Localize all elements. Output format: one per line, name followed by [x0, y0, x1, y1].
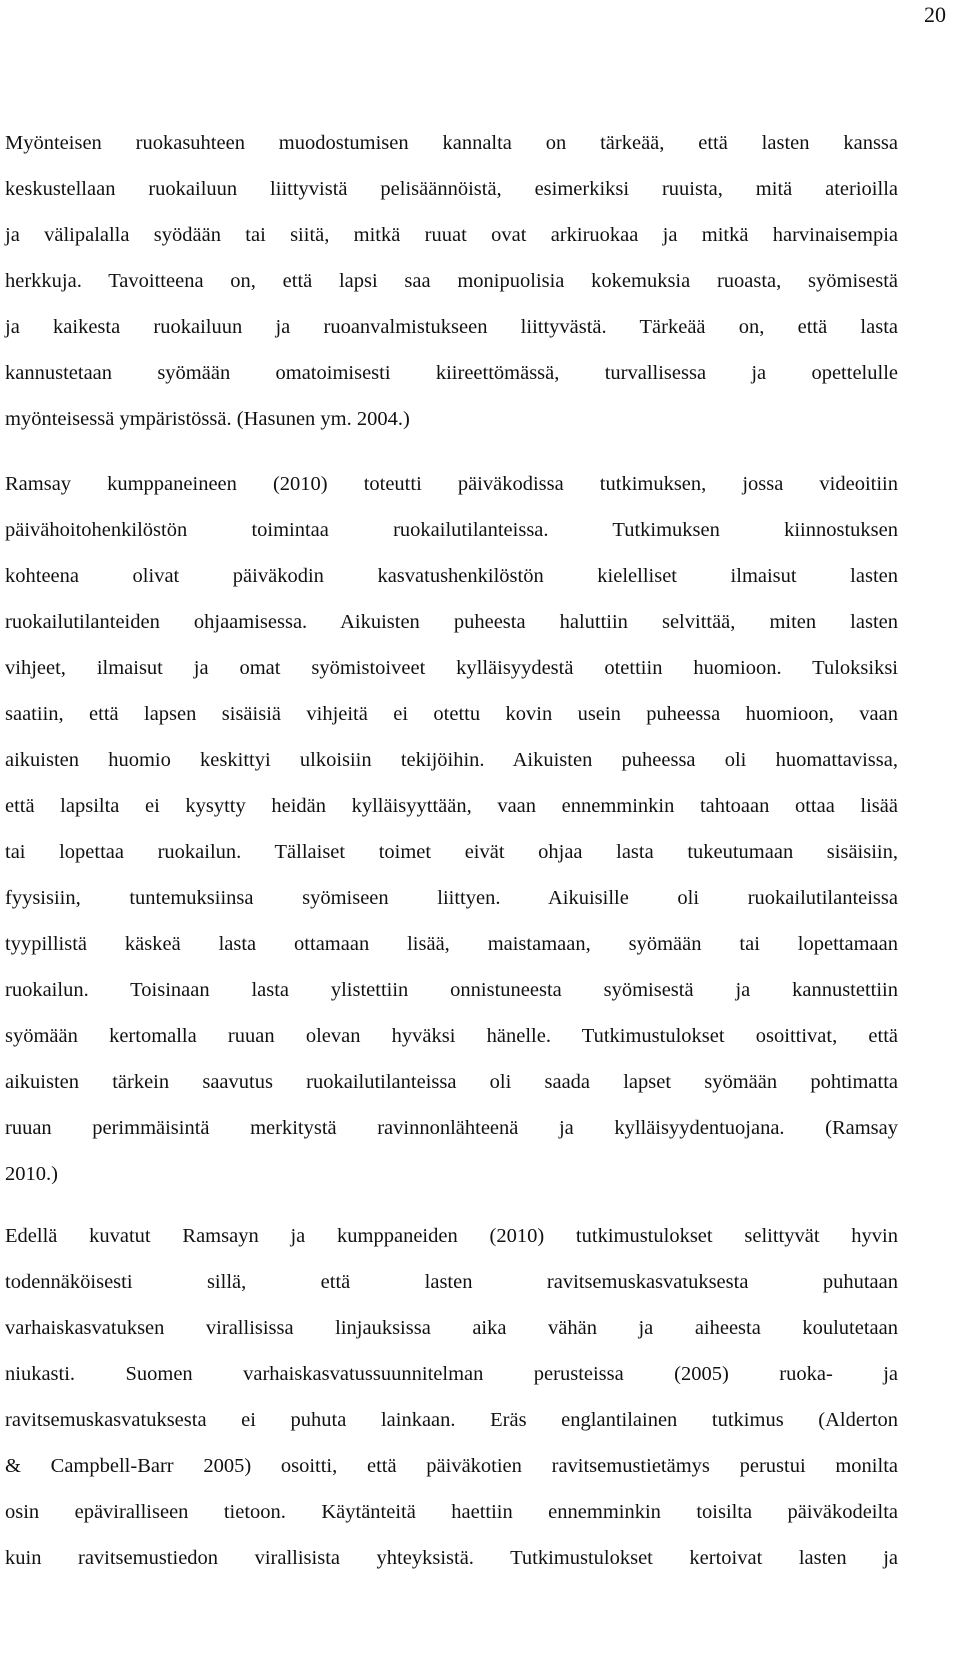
- text-line: vihjeet, ilmaisut ja omat syömistoiveet kylläisyydestä otettiin huomioon. Tuloksiksi: [5, 657, 898, 679]
- text-line: & Campbell-Barr 2005) osoitti, että päiväkotien ravitsemustietämys perustui monilta: [5, 1455, 898, 1477]
- text-line: päivähoitohenkilöstön toimintaa ruokailutilanteissa. Tutkimuksen kiinnostuksen: [5, 519, 898, 541]
- text-line: 2010.): [5, 1163, 58, 1185]
- text-line: ruokailutilanteiden ohjaamisessa. Aikuisten puheesta haluttiin selvittää, miten lasten: [5, 611, 898, 633]
- text-line: niukasti. Suomen varhaiskasvatussuunnitelman perusteissa (2005) ruoka- ja: [5, 1363, 898, 1385]
- text-line: tyypillistä käskeä lasta ottamaan lisää, maistamaan, syömään tai lopettamaan: [5, 933, 898, 955]
- text-line: ja välipalalla syödään tai siitä, mitkä ruuat ovat arkiruokaa ja mitkä harvinaisempia: [5, 224, 898, 246]
- text-line: että lapsilta ei kysytty heidän kylläisyyttään, vaan ennemminkin tahtoaan ottaa lisää: [5, 795, 898, 817]
- text-line: Myönteisen ruokasuhteen muodostumisen kannalta on tärkeää, että lasten kanssa: [5, 132, 898, 154]
- text-line: todennäköisesti sillä, että lasten ravitsemuskasvatuksesta puhutaan: [5, 1271, 898, 1293]
- paragraph-1: [5, 120, 898, 442]
- paragraph-2: [5, 461, 898, 1197]
- text-line: ruuan perimmäisintä merkitystä ravinnonlähteenä ja kylläisyydentuojana. (Ramsay: [5, 1117, 898, 1139]
- text-line: Edellä kuvatut Ramsayn ja kumppaneiden (2010) tutkimustulokset selittyvät hyvin: [5, 1225, 898, 1247]
- text-line: Ramsay kumppaneineen (2010) toteutti päiväkodissa tutkimuksen, jossa videoitiin: [5, 473, 898, 495]
- text-line: ravitsemuskasvatuksesta ei puhuta lainkaan. Eräs englantilainen tutkimus (Alderton: [5, 1409, 898, 1431]
- text-line: syömään kertomalla ruuan olevan hyväksi hänelle. Tutkimustulokset osoittivat, että: [5, 1025, 898, 1047]
- text-line: myönteisessä ympäristössä. (Hasunen ym. 2004.): [5, 408, 410, 430]
- text-line: kohteena olivat päiväkodin kasvatushenkilöstön kielelliset ilmaisut lasten: [5, 565, 898, 587]
- text-line: varhaiskasvatuksen virallisissa linjauksissa aika vähän ja aiheesta koulutetaan: [5, 1317, 898, 1339]
- text-line: osin epäviralliseen tietoon. Käytänteitä haettiin ennemminkin toisilta päiväkodeilta: [5, 1501, 898, 1523]
- text-line: fyysisiin, tuntemuksiinsa syömiseen liittyen. Aikuisille oli ruokailutilanteissa: [5, 887, 898, 909]
- text-line: aikuisten tärkein saavutus ruokailutilanteissa oli saada lapset syömään pohtimatta: [5, 1071, 898, 1093]
- text-line: keskustellaan ruokailuun liittyvistä pelisäännöistä, esimerkiksi ruuista, mitä aterioilla: [5, 178, 898, 200]
- paragraph-3: [5, 1213, 898, 1581]
- text-line: tai lopettaa ruokailun. Tällaiset toimet eivät ohjaa lasta tukeutumaan sisäisiin,: [5, 841, 898, 863]
- text-line: ruokailun. Toisinaan lasta ylistettiin onnistuneesta syömisestä ja kannustettiin: [5, 979, 898, 1001]
- text-line: aikuisten huomio keskittyi ulkoisiin tekijöihin. Aikuisten puheessa oli huomattavissa,: [5, 749, 898, 771]
- text-line: kannustetaan syömään omatoimisesti kiireettömässä, turvallisessa ja opettelulle: [5, 362, 898, 384]
- page-number: 20: [924, 2, 946, 27]
- text-line: kuin ravitsemustiedon virallisista yhteyksistä. Tutkimustulokset kertoivat lasten ja: [5, 1547, 898, 1569]
- text-line: ja kaikesta ruokailuun ja ruoanvalmistukseen liittyvästä. Tärkeää on, että lasta: [5, 316, 898, 338]
- text-line: saatiin, että lapsen sisäisiä vihjeitä ei otettu kovin usein puheessa huomioon, vaan: [5, 703, 898, 725]
- text-line: herkkuja. Tavoitteena on, että lapsi saa monipuolisia kokemuksia ruoasta, syömisestä: [5, 270, 898, 292]
